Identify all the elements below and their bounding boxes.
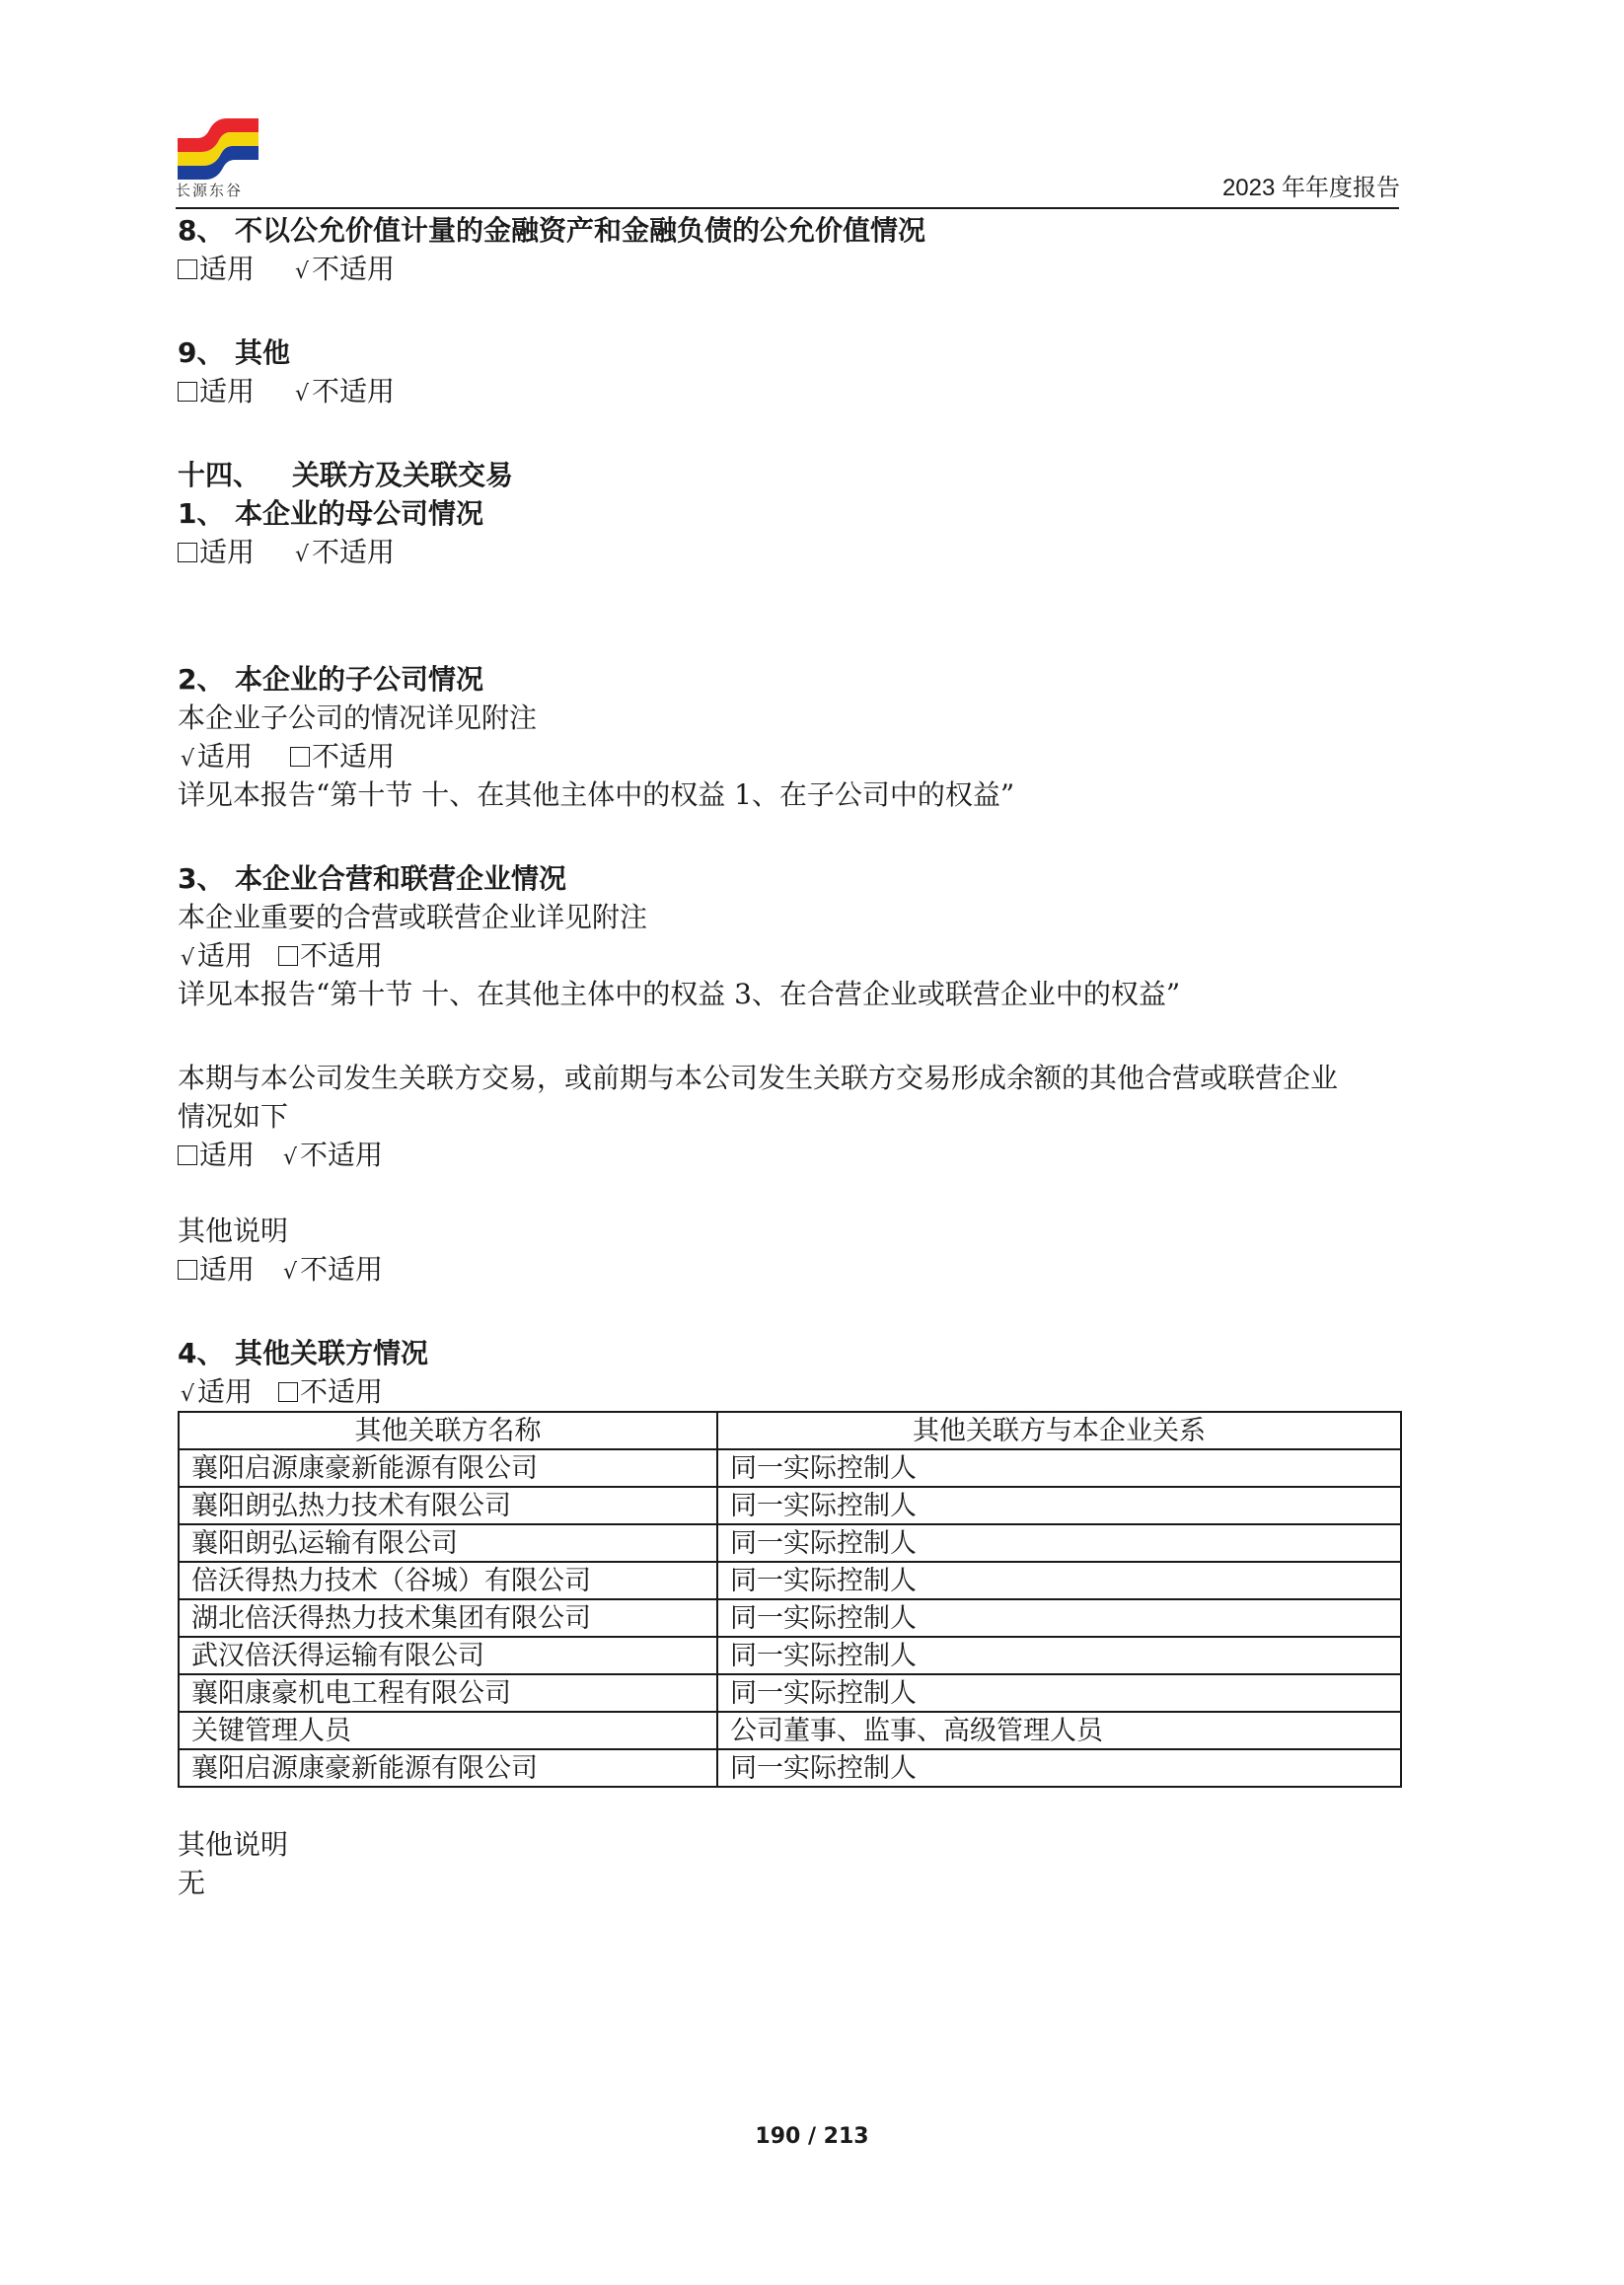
page-number: 190 / 213 [755, 2124, 869, 2149]
checkbox-empty-icon [178, 1260, 197, 1280]
party-name-cell: 襄阳康豪机电工程有限公司 [179, 1674, 717, 1712]
section-heading-14 [178, 456, 1401, 494]
section-detail: 详见本报告“第十节 十、在其他主体中的权益 1、在子公司中的权益” [178, 778, 1015, 811]
option-applicable: √ 适用 [178, 936, 253, 978]
relationship-cell: 同一实际控制人 [717, 1487, 1401, 1524]
party-name-cell: 湖北倍沃得热力技术集团有限公司 [179, 1599, 717, 1637]
section-note: 本企业重要的合营或联营企业详见附注 [178, 901, 648, 933]
section-number: 4、 [178, 1337, 225, 1369]
section-title: 其他 [235, 336, 291, 369]
option-not-applicable: √ 不适用 [280, 1250, 383, 1291]
table-row [179, 1487, 1401, 1524]
checkbox-empty-icon [178, 1145, 197, 1165]
applicability-row [178, 1136, 1401, 1174]
party-name-cell: 襄阳启源康豪新能源有限公司 [179, 1749, 717, 1787]
checkbox-empty-icon [178, 543, 197, 562]
section-heading-14-3 [178, 859, 1401, 898]
party-name-cell: 襄阳朗弘运输有限公司 [179, 1524, 717, 1562]
section-heading-14-2 [178, 660, 1401, 699]
relationship-cell: 同一实际控制人 [717, 1562, 1401, 1599]
option-applicable: √ 适用 [178, 737, 253, 778]
checkbox-empty-icon [178, 259, 197, 279]
section-title: 本企业的子公司情况 [235, 663, 484, 696]
option-not-applicable: √ 不适用 [292, 533, 395, 574]
checkmark-icon: √ [295, 543, 310, 567]
option-not-applicable: √ 不适用 [280, 1136, 383, 1177]
party-name-cell: 倍沃得热力技术（谷城）有限公司 [179, 1562, 717, 1599]
section-heading-14-1 [178, 494, 1401, 533]
option-applicable: 适用 [178, 250, 255, 288]
section-number: 3、 [178, 862, 225, 895]
table-row [179, 1749, 1401, 1787]
option-applicable: 适用 [178, 1136, 255, 1174]
relationship-cell: 同一实际控制人 [717, 1637, 1401, 1674]
relationship-cell: 同一实际控制人 [717, 1524, 1401, 1562]
section-heading-9 [178, 333, 1401, 372]
checkmark-icon: √ [180, 946, 195, 971]
applicability-row [178, 1372, 1401, 1411]
company-logo [176, 116, 260, 199]
other-notes-label: 其他说明 [178, 1215, 289, 1247]
section-detail: 详见本报告“第十节 十、在其他主体中的权益 3、在合营企业或联营企业中的权益” [178, 978, 1181, 1010]
column-header: 其他关联方与本企业关系 [717, 1412, 1401, 1449]
option-not-applicable: √ 不适用 [292, 372, 395, 413]
checkmark-icon: √ [180, 1382, 195, 1407]
logo-text: 长源东谷 [176, 182, 244, 199]
section-number: 9、 [178, 336, 225, 369]
main-content [178, 211, 1401, 1902]
option-not-applicable: 不适用 [290, 737, 395, 775]
option-not-applicable: 不适用 [278, 936, 383, 975]
table-row [179, 1712, 1401, 1749]
checkmark-icon: √ [180, 747, 195, 772]
header-divider [176, 207, 1399, 209]
checkmark-icon: √ [295, 259, 310, 284]
applicability-row [178, 533, 1401, 571]
checkmark-icon: √ [283, 1145, 298, 1170]
checkbox-empty-icon [278, 1382, 298, 1402]
column-header: 其他关联方名称 [179, 1412, 717, 1449]
checkbox-empty-icon [278, 946, 298, 966]
table-row [179, 1674, 1401, 1712]
table-row [179, 1599, 1401, 1637]
related-parties-table [178, 1411, 1402, 1788]
table-row [179, 1449, 1401, 1487]
section-heading-8 [178, 211, 1401, 250]
option-not-applicable: 不适用 [278, 1372, 383, 1411]
applicability-row [178, 936, 1401, 975]
section-title: 本企业的母公司情况 [235, 497, 484, 530]
option-not-applicable: √ 不适用 [292, 250, 395, 291]
party-name-cell: 襄阳启源康豪新能源有限公司 [179, 1449, 717, 1487]
section-title: 关联方及关联交易 [292, 459, 514, 491]
other-notes-label: 其他说明 [178, 1828, 289, 1861]
table-header-row [179, 1412, 1401, 1449]
checkmark-icon: √ [283, 1260, 298, 1285]
applicability-row [178, 1250, 1401, 1289]
party-name-cell: 襄阳朗弘热力技术有限公司 [179, 1487, 717, 1524]
relationship-cell: 同一实际控制人 [717, 1599, 1401, 1637]
applicability-row [178, 737, 1401, 775]
section-title: 本企业合营和联营企业情况 [235, 862, 567, 895]
applicability-row [178, 250, 1401, 288]
paragraph-line: 本期与本公司发生关联方交易，或前期与本公司发生关联方交易形成余额的其他合营或联营企业 [178, 1062, 1339, 1094]
section-number: 2、 [178, 663, 225, 696]
section-number: 8、 [178, 214, 225, 247]
section-title: 不以公允价值计量的金融资产和金融负债的公允价值情况 [235, 214, 926, 247]
section-number: 1、 [178, 497, 225, 530]
section-heading-14-4 [178, 1334, 1401, 1372]
report-title: 2023 年年度报告 [1221, 175, 1400, 201]
checkbox-empty-icon [178, 382, 197, 402]
logo-stripes-icon [176, 116, 260, 180]
table-row [179, 1524, 1401, 1562]
paragraph-line: 情况如下 [178, 1100, 289, 1133]
section-note: 本企业子公司的情况详见附注 [178, 701, 538, 734]
relationship-cell: 同一实际控制人 [717, 1449, 1401, 1487]
relationship-cell: 同一实际控制人 [717, 1749, 1401, 1787]
section-number: 十四、 [178, 459, 261, 491]
checkmark-icon: √ [295, 382, 310, 406]
party-name-cell: 武汉倍沃得运输有限公司 [179, 1637, 717, 1674]
relationship-cell: 同一实际控制人 [717, 1674, 1401, 1712]
table-row [179, 1637, 1401, 1674]
party-name-cell: 关键管理人员 [179, 1712, 717, 1749]
applicability-row [178, 372, 1401, 410]
section-title: 其他关联方情况 [235, 1337, 429, 1369]
table-row [179, 1562, 1401, 1599]
option-applicable: 适用 [178, 1250, 255, 1289]
checkbox-empty-icon [290, 747, 310, 767]
option-applicable: √ 适用 [178, 1372, 253, 1414]
relationship-cell: 公司董事、监事、高级管理人员 [717, 1712, 1401, 1749]
option-applicable: 适用 [178, 533, 255, 571]
other-notes-value: 无 [178, 1867, 206, 1899]
option-applicable: 适用 [178, 372, 255, 410]
